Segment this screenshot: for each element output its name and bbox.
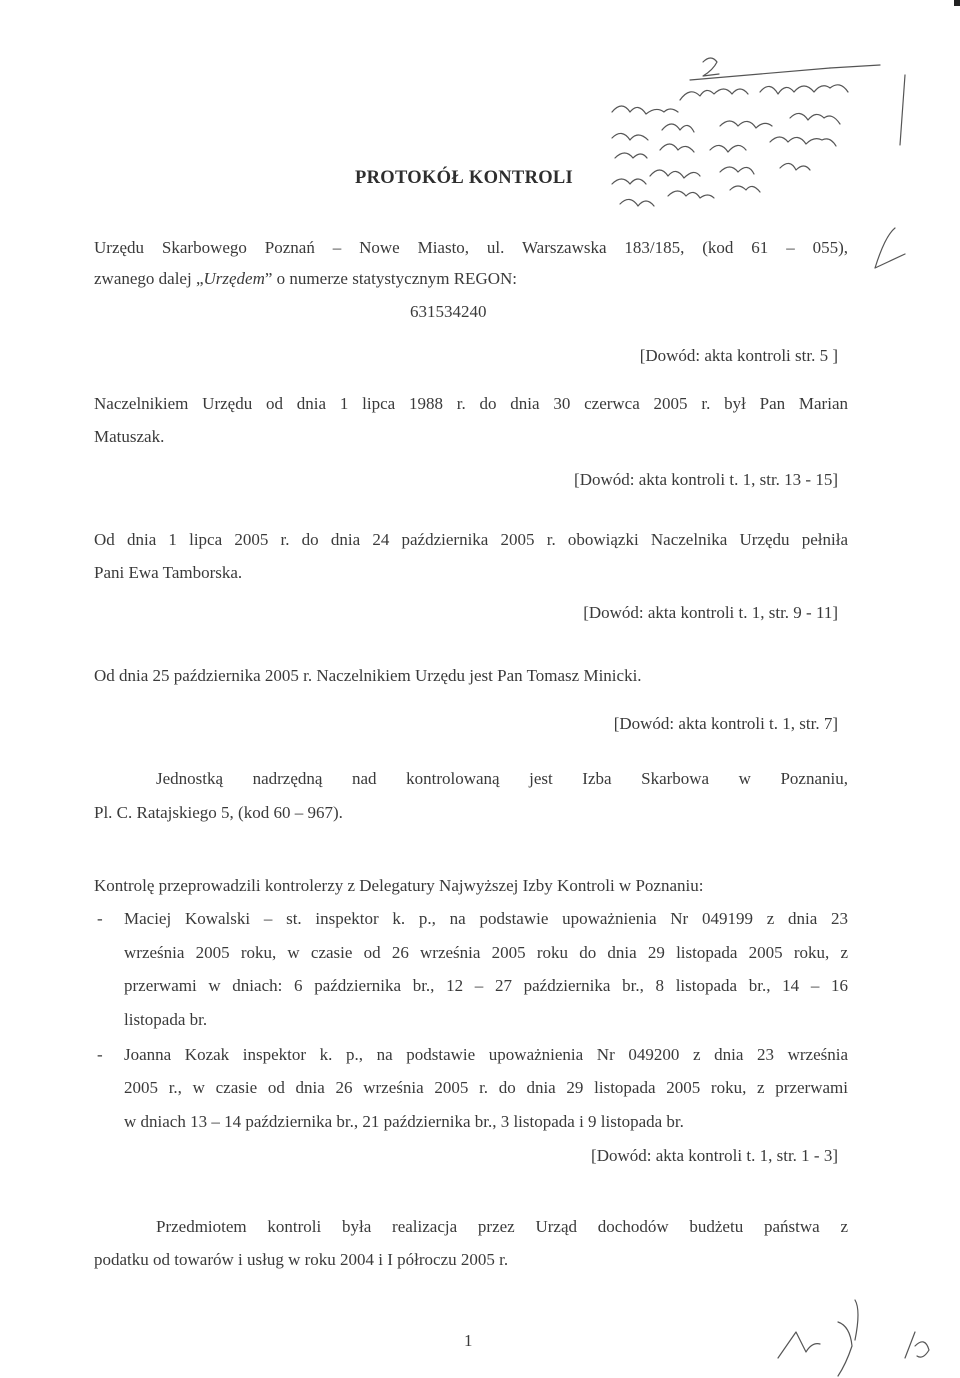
inspectors-intro: Kontrolę przeprowadzili kontrolerzy z Delegatury Najwyższej Izby Kontroli w Poznaniu: <box>94 876 704 895</box>
alias-term: Urzędem <box>203 269 265 288</box>
inspector-1-line-2: września 2005 roku, w czasie od 26 września 2005 roku do dnia 29 listopada 2005 roku, z <box>124 943 848 962</box>
supervising-unit-line-2: Pl. C. Ratajskiego 5, (kod 60 – 967). <box>94 803 343 822</box>
subject-line-2: podatku od towarów i usług w roku 2004 i I półroczu 2005 r. <box>94 1250 509 1269</box>
inspector-2-line-1: Joanna Kozak inspektor k. p., na podstawie upoważnienia Nr 049200 z dnia 23 września <box>124 1045 848 1064</box>
evidence-reference-3: [Dowód: akta kontroli t. 1, str. 9 - 11] <box>583 603 838 622</box>
acting-head-line-2: Pani Ewa Tamborska. <box>94 563 243 582</box>
bullet-dash-2: - <box>97 1045 103 1064</box>
regon-number: 631534240 <box>410 302 487 321</box>
inspector-1-line-4: listopada br. <box>124 1010 208 1029</box>
inspector-1-line-3: przerwami w dniach: 6 października br., 12 – 27 października br., 8 listopada br., 14 – 16 <box>124 976 848 995</box>
head-history-line-2: Matuszak. <box>94 427 165 446</box>
page-number: 1 <box>464 1331 473 1350</box>
alias-prefix: zwanego dalej „ <box>94 269 204 288</box>
scan-corner-mark <box>954 0 960 6</box>
acting-head-line-1: Od dnia 1 lipca 2005 r. do dnia 24 października 2005 r. obowiązki Naczelnika Urzędu pełniła <box>94 530 848 549</box>
inspector-1-line-1: Maciej Kowalski – st. inspektor k. p., na podstawie upoważnienia Nr 049199 z dnia 23 <box>124 909 848 928</box>
evidence-reference-2: [Dowód: akta kontroli t. 1, str. 13 - 15] <box>574 470 838 489</box>
head-history-line-1: Naczelnikiem Urzędu od dnia 1 lipca 1988 r. do dnia 30 czerwca 2005 r. był Pan Marian <box>94 394 848 413</box>
evidence-reference-5: [Dowód: akta kontroli t. 1, str. 1 - 3] <box>591 1146 838 1165</box>
evidence-reference-4: [Dowód: akta kontroli t. 1, str. 7] <box>613 714 838 733</box>
inspector-2-line-2: 2005 r., w czasie od dnia 26 września 2005 r. do dnia 29 listopada 2005 roku, z przerwami <box>124 1078 848 1097</box>
supervising-unit-line-1: Jednostką nadrzędną nad kontrolowaną jest Izba Skarbowa w Poznaniu, <box>156 769 848 788</box>
bullet-dash-1: - <box>97 909 103 928</box>
evidence-reference-1: [Dowód: akta kontroli str. 5 ] <box>639 346 838 365</box>
office-address-line: Urzędu Skarbowego Poznań – Nowe Miasto, ul. Warszawska 183/185, (kod 61 – 055), <box>94 238 848 257</box>
inspector-2-line-3: w dniach 13 – 14 października br., 21 października br., 3 listopada i 9 listopada br. <box>124 1112 684 1131</box>
current-head-line: Od dnia 25 października 2005 r. Naczelnikiem Urzędu jest Pan Tomasz Minicki. <box>94 666 642 685</box>
subject-line-1: Przedmiotem kontroli była realizacja przez Urząd dochodów budżetu państwa z <box>156 1217 848 1236</box>
office-alias-line <box>94 268 517 290</box>
alias-suffix: ” o numerze statystycznym REGON: <box>264 269 517 288</box>
document-title: PROTOKÓŁ KONTROLI <box>355 168 574 188</box>
